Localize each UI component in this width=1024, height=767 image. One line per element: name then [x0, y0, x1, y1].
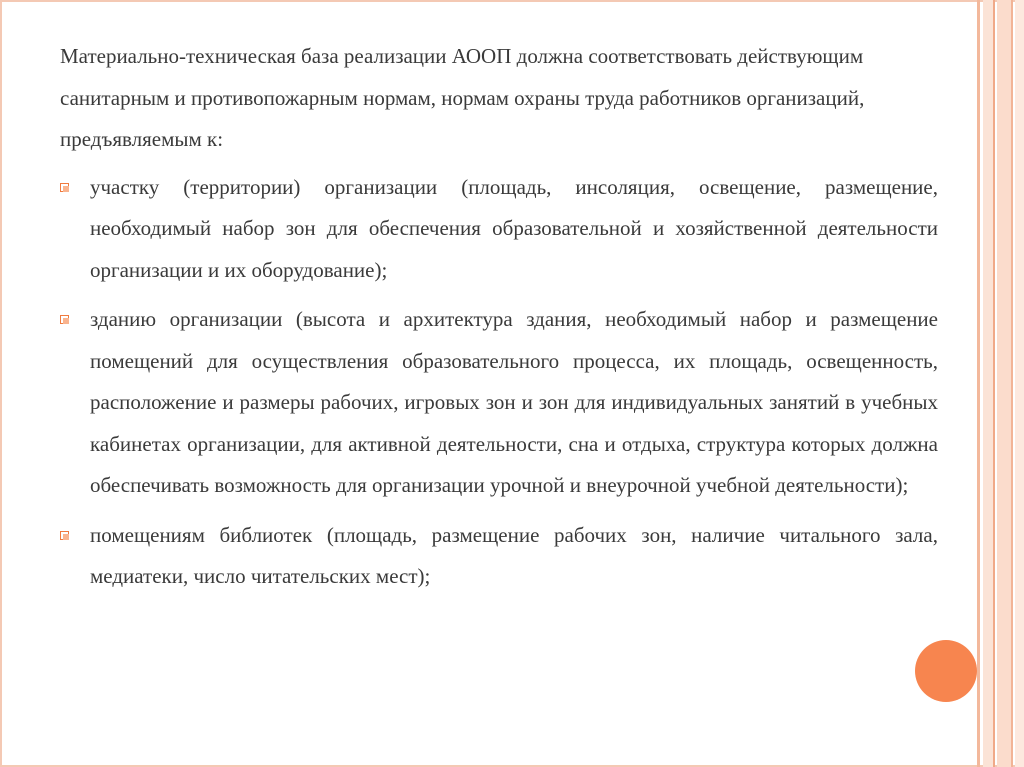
list-item: [60, 167, 938, 292]
square-bullet-icon: [60, 183, 69, 192]
list-item: [60, 299, 938, 507]
slide-content: [60, 36, 938, 606]
slide-border-left: [0, 0, 2, 767]
decorative-stripe: [1011, 0, 1013, 767]
intro-paragraph: Материально-техническая база реализации АООП должна соответствовать действующим санитарным и противопожарным нормам, нормам охраны труда работников организаций, предъявляемым к:: [60, 44, 865, 151]
orange-circle-icon: [915, 640, 977, 702]
decorative-stripe: [1015, 0, 1024, 767]
decorative-stripe: [983, 0, 993, 767]
decorative-stripe: [997, 0, 1011, 767]
list-item: [60, 515, 938, 598]
decorative-stripe: [977, 0, 980, 767]
list-item-text: участку (территории) организации (площадь, инсоляция, освещение, размещение, необходимый набор зон для обеспечения образовательной и хозяйственной деятельности организации и их оборудование);: [90, 174, 938, 282]
decorative-stripe: [993, 0, 995, 767]
bullet-list: [60, 167, 938, 598]
list-item-text: помещениям библиотек (площадь, размещение рабочих зон, наличие читального зала, медиатеки, число читательских мест);: [90, 522, 938, 588]
square-bullet-icon: [60, 531, 69, 540]
list-item-text: зданию организации (высота и архитектура здания, необходимый набор и размещение помещений для осуществления образовательного процесса, их площадь, освещенность, расположение и размеры рабочих, игровых зон и зон для индивидуальных занятий в учебных кабинетах организации, для активной деятельности, сна и отдыха, структура которых должна обеспечивать возможность для организации урочной и внеурочной учебной деятельности);: [90, 307, 938, 497]
square-bullet-icon: [60, 315, 69, 324]
slide-border-top: [0, 0, 1024, 2]
